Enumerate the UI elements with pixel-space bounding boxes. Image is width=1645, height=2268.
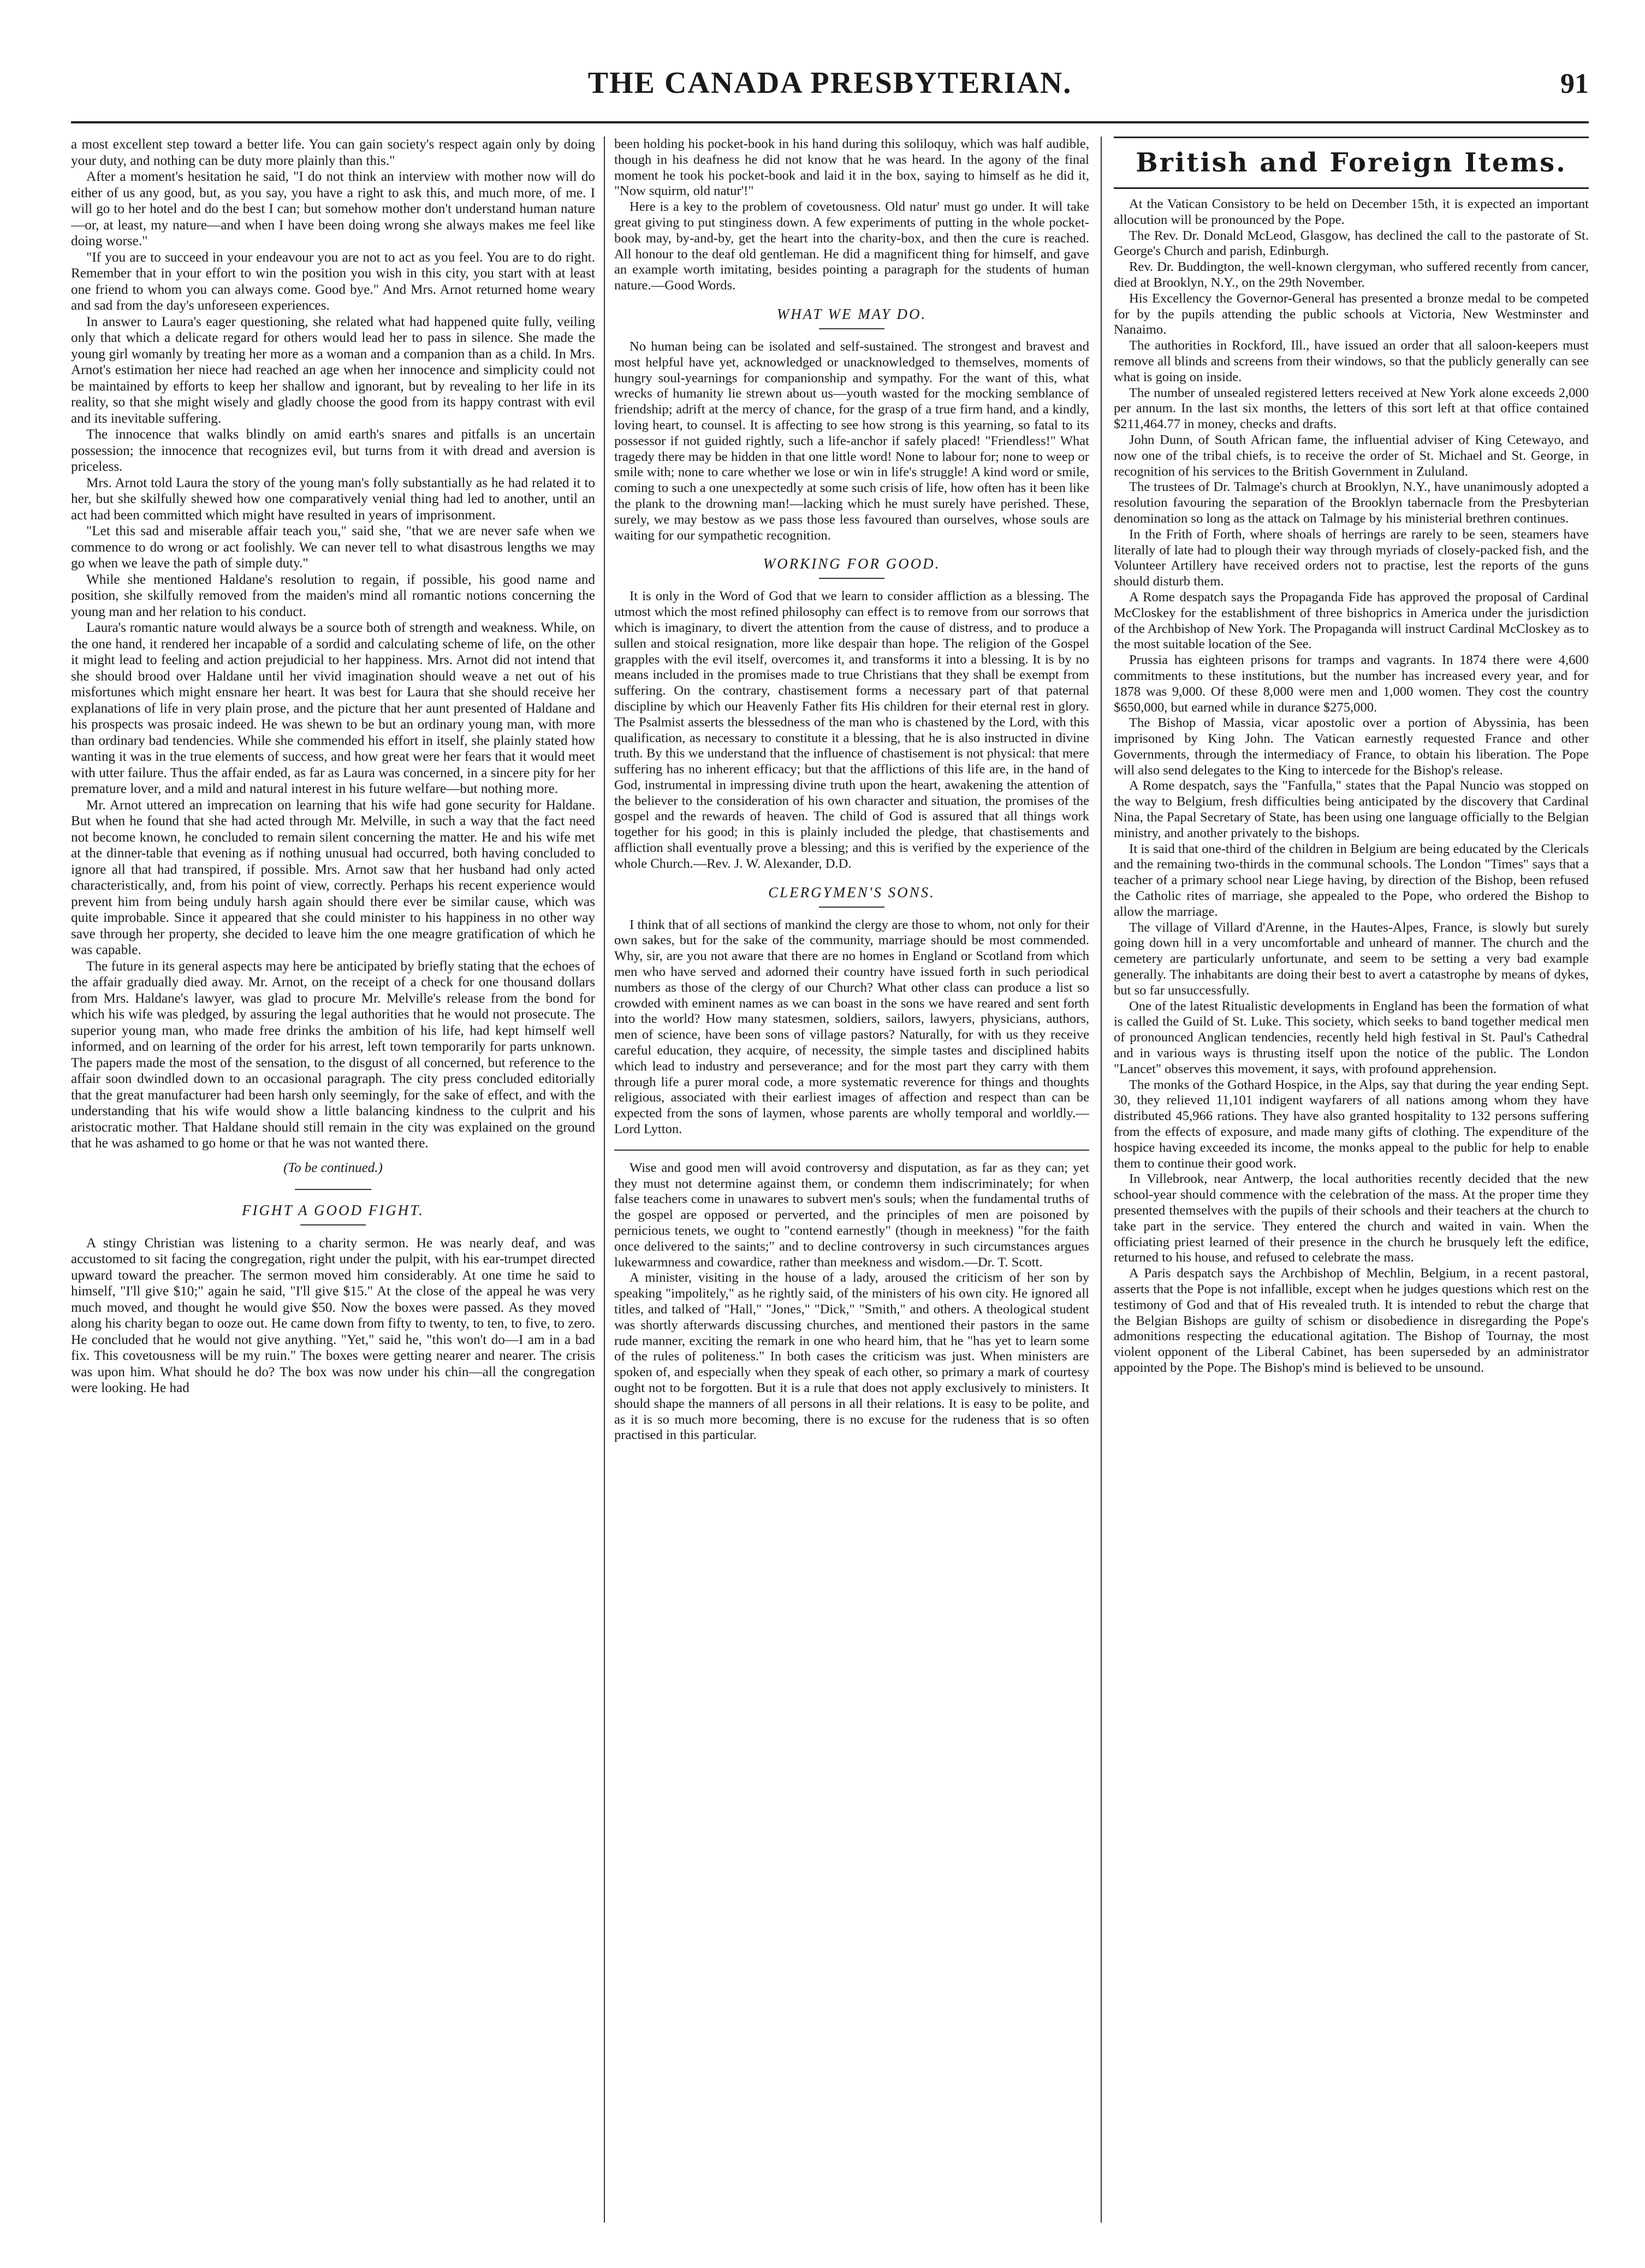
news-item: The monks of the Gothard Hospice, in the Alps, say that during the year ending Sept. 30, they relieved 11,101 indigent wayfarers of all nations among whom they have distributed 45,966 rations. They have also granted hospitality to 132 persons suffering from the effects of exposure, and made many gifts of clothing. The expenditure of the hospice having exceeded its income, the monks appeal to the public for help to enable them to continue their good work. [1114,1077,1589,1171]
news-item: Rev. Dr. Buddington, the well-known clergyman, who suffered recently from cancer, died at Brooklyn, N.Y., on the 29th November. [1114,259,1589,290]
story-paragraph: a most excellent step toward a better life. You can gain society's respect again only by doing your duty, and nothing can be duty more plainly than this." [71,137,595,168]
news-item: In the Frith of Forth, where shoals of herrings are rarely to be seen, steamers have literally of late had to plough their way through myriads of closely-packed fish, and the Volunteer Artillery have received orders not to practise, lest the reports of the guns should disturb them. [1114,526,1589,589]
story-paragraph: Mr. Arnot uttered an imprecation on learning that his wife had gone security for Haldane. But when he found that she had acted through Mr. Melville, in such a way that the fact need not become known, he concluded to remain silent concerning the matter. He and his wife met at the dinner-table that evening as if nothing unusual had occurred, both having concluded to ignore all that had transpired, if possible. Mrs. Arnot saw that her husband had only acted characteristically, and, from his point of view, correctly. Perhaps his recent experience would prevent him from being unduly harsh again should there ever be similar cause, which was quite improbable. Since it appeared that she could minister to his happiness in no other way save through her property, she decided to leave him the one meagre gratification of which he was capable. [71,797,595,957]
story-paragraph: The innocence that walks blindly on amid earth's snares and pitfalls is an uncertain possession; the innocence that recognizes evil, but turns from it with dread and aversion is priceless. [71,427,595,474]
story-paragraph: While she mentioned Haldane's resolution to regain, if possible, his good name and position, she skilfully removed from the maiden's mind all romantic notions concerning the young man and her relation to his conduct. [71,572,595,619]
newspaper-title: THE CANADA PRESBYTERIAN. [587,66,1072,100]
news-item: It is said that one-third of the children in Belgium are being educated by the Clericals and the remaining two-thirds in the communal schools. The London "Times" says that a teacher of a primary school near Liege having, by direction of the Bishop, been refused the Catholic rites of marriage, she appealed to the Pope, who ordered the Bishop to allow the marriage. [1114,841,1589,919]
story-paragraph: Laura's romantic nature would always be a source both of strength and weakness. While, on the one hand, it rendered her incapable of a sordid and calculating scheme of life, on the other it might lead to feeling and action prejudicial to her happiness. Mrs. Arnot did not intend that she should brood over Haldane until her vivid imagination should weave a net out of his misfortunes which might ensnare her heart. It was best for Laura that she should receive her explanations of life in very plain prose, and the picture that her aunt presented of Haldane and his prospects was prosaic indeed. He was shewn to be but an ordinary young man, with more than ordinary bad tendencies. While she commended his effort in itself, she plainly stated how wanting it was in the true elements of success, and how great were her fears that it would meet with utter failure. Thus the affair ended, as far as Laura was concerned, in a sincere pity for her premature lover, and a mild and natural interest in his future welfare—but nothing more. [71,620,595,796]
article-paragraph: Here is a key to the problem of covetousness. Old natur' must go under. It will take great giving to put stinginess down. A few experiments of putting in the whole pocket-book may, by-and-by, get the heart into the charity-box, and then the cure is reached. All honour to the deaf old gentleman. He did a magnificent thing for himself, and gave an example worth imitating, besides pointing a paragraph for the students of human nature.—Good Words. [614,199,1089,293]
section-banner-title: British and Foreign Items. [1136,147,1567,178]
story-paragraph: Mrs. Arnot told Laura the story of the young man's folly substantially as he had related it to her, but she skilfully shewed how one comparatively venial thing had led to another, until an act had been committed which might have resulted in years of imprisonment. [71,475,595,523]
news-item: At the Vatican Consistory to be held on December 15th, it is expected an important allocution will be pronounced by the Pope. [1114,197,1589,227]
news-item: A Rome despatch, says the "Fanfulla," states that the Papal Nuncio was stopped on the way to Belgium, fresh difficulties being anticipated by the discovery that Cardinal Nina, the Papal Secretary of State, has been using one language officially to the Belgian ministry, and another privately to the bishops. [1114,778,1589,840]
column-divider-2 [1101,137,1102,2223]
news-item: John Dunn, of South African fame, the influential adviser of King Cetewayo, and now one of the tribal chiefs, is to receive the order of St. Michael and St. George, in recognition of his services to the British Government in Zululand. [1114,432,1589,479]
news-item: A Rome despatch says the Propaganda Fide has approved the proposal of Cardinal McCloskey for the establishment of three bishoprics in America under the jurisdiction of the Archbishop of New York. The Propaganda will instruct Cardinal McCloskey as to the most suitable location of the See. [1114,589,1589,652]
article-paragraph: A minister, visiting in the house of a lady, aroused the criticism of her son by speaking "impolitely," as he rightly said, of the ministers of his own city. He ignored all titles, and talked of "Hall," "Jones," "Dick," "Smith," and others. A theological student was shortly afterwards discussing churches, and mentioned their pastors in the same rude manner, exciting the remark in one who heard him, that he "has yet to learn some of the rules of politeness." In both cases the criticism was just. When ministers are spoken of, and especially when they speak of each other, so primary a mark of courtesy ought not to be forgotten. But it is a rule that does not apply exclusively to ministers. It should shape the manners of all persons in all their relations. It is easy to be polite, and as it is so much more becoming, there is no excuse for the rudeness that is so often practised in this particular. [614,1270,1089,1443]
article-paragraph: been holding his pocket-book in his hand during this soliloquy, which was half audible, though in his deafness he did not know that he was heard. In the agony of the final moment he took his pocket-book and laid it in the box, saying to himself as he did it, "Now squirm, old natur'!" [614,137,1089,199]
article-heading-clergymens-sons: CLERGYMEN'S SONS. [614,884,1089,908]
story-paragraph: "If you are to succeed in your endeavour you are not to act as you feel. You are to do right. Remember that in your effort to win the position you wish in this city, you start with at least one friend to whom you can always come. Good bye." And Mrs. Arnot returned home weary and sad from the day's unforeseen experiences. [71,250,595,313]
masthead-rule [71,121,1589,123]
news-item: A Paris despatch says the Archbishop of Mechlin, Belgium, in a recent pastoral, asserts that the Pope is not infallible, except when he judges questions which rest on the testimony of God and that of His revealed truth. It is intended to rebut the charge that the Belgian Bishops are guilty of schism or disobedience in disregarding the Pope's admonitions respecting the educational agitation. The Bishop of Tournay, the most violent opponent of the Liberal Cabinet, has been superseded by an administrator appointed by the Pope. The Bishop's mind is believed to be unsound. [1114,1266,1589,1375]
news-item: The Bishop of Massia, vicar apostolic over a portion of Abyssinia, has been imprisoned by King John. The Vatican earnestly requested France and other Governments, through the intermediacy of France, to obtain his liberation. The Pope will also send delegates to the King to intercede for the Bishop's release. [1114,715,1589,778]
column-1 [71,137,595,2223]
column-3 [1114,137,1589,2223]
story-paragraph: "Let this sad and miserable affair teach you," said she, "that we are never safe when we commence to do wrong or act foolishly. We can never tell to what disastrous lengths we may go when we leave the path of simple duty." [71,524,595,571]
article-paragraph: It is only in the Word of God that we learn to consider affliction as a blessing. The utmost which the most refined philosophy can effect is to remove from our sorrows that which is imaginary, to divert the attention from the cause of distress, and to produce a sullen and stoical resignation, more like despair than hope. The religion of the Gospel grapples with the evil itself, overcomes it, and transforms it into a blessing. It is by no means included in the promises made to true Christians that they shall be exempt from suffering. On the contrary, chastisement forms a necessary part of that paternal discipline by which our Heavenly Father fits His children for their eternal rest in glory. The Psalmist asserts the blessedness of the man who is chastened by the Lord, with this qualification, as necessary to constitute it a blessing, that he is also instructed in divine truth. By this we understand that the influence of chastisement is not physical: that mere suffering has no inherent efficacy; but that the afflictions of this life are, in the hand of God, instrumental in impressing divine truth upon the heart, awakening the attention of the believer to the consideration of his own character and situation, the promises of the gospel and the rewards of heaven. The child of God is assured that all things work together for his good; in this is plainly included the pledge, that chastisements and affliction shall eventually prove a blessing; and this is verified by the experience of the whole Church.—Rev. J. W. Alexander, D.D. [614,589,1089,871]
article-paragraph: A stingy Christian was listening to a charity sermon. He was nearly deaf, and was accustomed to sit facing the congregation, right under the pulpit, with his ear-trumpet directed upward toward the preacher. The sermon moved him considerably. At one time he said to himself, "I'll give $10;" again he said, "I'll give $15." At the close of the appeal he was very much moved, and thought he would give $50. Now the boxes were passed. As they moved along his charity began to ooze out. He came down from fifty to twenty, to ten, to five, to zero. He concluded that he would not give anything. "Yet," said he, "this won't do—I am in a bad fix. This covetousness will be my ruin." The boxes were getting nearer and nearer. The crisis was upon him. What should he do? The box was now under his chin—all the congregation were looking. He had [71,1235,595,1395]
news-item: The village of Villard d'Arenne, in the Hautes-Alpes, France, is slowly but surely going down hill in a very uncomfortable and unheard of manner. The church and the cemetery are particularly unfortunate, and seem to be setting a very bad example generally. The inhabitants are doing their best to avert a catastrophe by means of dykes, but so far unsuccessfully. [1114,920,1589,998]
to-be-continued: (To be continued.) [283,1160,383,1175]
news-item: His Excellency the Governor-General has presented a bronze medal to be competed for by the pupils attending the public schools at Victoria, New Westminster and Nanaimo. [1114,291,1589,337]
news-item: Prussia has eighteen prisons for tramps and vagrants. In 1874 there were 4,600 commitments to these institutions, but the number has increased every year, and for 1878 was 9,000. Of these 8,000 were men and 1,000 women. They cost the country $650,000, but earned while in durance $275,000. [1114,653,1589,715]
news-item: One of the latest Ritualistic developments in England has been the formation of what is called the Guild of St. Luke. This society, which seeks to band together medical men of pronounced Anglican tendencies, recently held high festival in St. Paul's Cathedral and in various ways is thrusting itself upon the notice of the public. The London "Lancet" observes this movement, it says, with profound apprehension. [1114,998,1589,1076]
story-paragraph: In answer to Laura's eager questioning, she related what had happened quite fully, veiling only that which a delicate regard for others would lead her to pass in silence. She made the young girl womanly by treating her more as a woman and a companion than as a child. In Mrs. Arnot's estimation her niece had reached an age when her innocence and simplicity could not be maintained by efforts to keep her shallow and ignorant, but by revealing to her life in its reality, so that she might wisely and gladly choose the good from its happy contrast with evil and its inevitable suffering. [71,314,595,426]
article-heading-fight: FIGHT A GOOD FIGHT. [71,1202,595,1225]
article-paragraph: I think that of all sections of mankind the clergy are those to whom, not only for their own sakes, but for the sake of the community, marriage should be most commended. Why, sir, are you not aware that there are no homes in England or Scotland from which men who have served and adorned their country have issued forth in such periodical numbers as those of the clergy of our Church? What other class can produce a list so crowded with eminent names as we can boast in the sons we have reared and sent forth into the world? How many statesmen, soldiers, sailors, lawyers, physicians, authors, men of science, have been sons of village pastors? Naturally, for with us they receive careful education, they acquire, of necessity, the simple tastes and disciplined habits which lead to industry and perseverance; and for the most part they carry with them through life a purer moral code, a more systematic reverence for things and thoughts religious, associated with their earliest images of affection and respect than can be expected from the sons of laymen, whose parents are wholly temporal and worldly.—Lord Lytton. [614,917,1089,1137]
column-divider-1 [604,137,605,2223]
story-paragraph: After a moment's hesitation he said, "I do not think an interview with mother now will do either of us any good, but, as you say, you have a right to ask this, and much more, of me. I will go to her hotel and do the best I can; but somehow mother don't understand human nature—or, at least, my nature—and when I have been doing wrong she always makes me feel like doing worse." [71,169,595,248]
article-heading-may-do: WHAT WE MAY DO. [614,306,1089,329]
section-banner [1114,137,1589,189]
news-item: In Villebrook, near Antwerp, the local authorities recently decided that the new school-year should commence with the celebration of the mass. At the proper time they presented themselves with the pupils of their schools and their teachers at the church to take part in the service. They entered the church and waited in vain. When the officiating priest learned of their presence in the church he brusquely left the edifice, returned to his house, and refused to celebrate the mass. [1114,1171,1589,1265]
news-item: The number of unsealed registered letters received at New York alone exceeds 2,000 per annum. In the last six months, the letters of this sort left at that office contained $211,464.77 in money, checks and drafts. [1114,385,1589,432]
story-paragraph: The future in its general aspects may here be anticipated by briefly stating that the echoes of the affair gradually died away. Mr. Arnot, on the receipt of a check for one thousand dollars from Mrs. Haldane's lawyer, was glad to procure Mr. Melville's release from the bond for which his wife was pledged, by assuring the legal authorities that he would not prosecute. The superior young man, who made free drinks the ambition of his life, had kept himself well informed, and on learning of the order for his arrest, left town temporarily for parts unknown. The papers made the most of the sensation, to the disgust of all concerned, but reference to the affair soon dwindled down to an occasional paragraph. The city press concluded editorially that the great manufacturer had been harsh only seemingly, for the sake of effect, and with the understanding that his wife would show a little balancing kindness to the culprit and his aristocratic mother. That Haldane should still remain in the city was explained on the ground that he was ashamed to go home or that he was not wanted there. [71,958,595,1151]
article-paragraph: Wise and good men will avoid controversy and disputation, as far as they can; yet they must not determine against them, or condemn them indiscriminately; for when false teachers come in unawares to subvert men's souls; when the fundamental truths of the gospel are opposed or perverted, and the principles of men are poisoned by pernicious tenets, we ought to "contend earnestly" (though in meekness) "for the faith once delivered to the saints;" and to decline controversy in such circumstances argues lukewarmness and cowardice, rather than meekness and wisdom.—Dr. T. Scott. [614,1160,1089,1270]
masthead [71,66,1589,115]
news-item: The Rev. Dr. Donald McLeod, Glasgow, has declined the call to the pastorate of St. George's Church and parish, Edinburgh. [1114,228,1589,259]
article-heading-working-for-good: WORKING FOR GOOD. [614,555,1089,579]
column-2 [614,137,1089,2223]
page-number: 91 [1560,68,1589,99]
section-rule [614,1150,1089,1151]
news-item: The authorities in Rockford, Ill., have issued an order that all saloon-keepers must remove all blinds and screens from their windows, so that the publicly generally can see what is going on inside. [1114,338,1589,384]
section-rule [295,1189,371,1190]
news-item: The trustees of Dr. Talmage's church at Brooklyn, N.Y., have unanimously adopted a resolution favouring the separation of the Brooklyn tabernacle from the Presbyterian denomination so long as the attack on Talmage by his ministerial brethren continues. [1114,479,1589,526]
article-paragraph: No human being can be isolated and self-sustained. The strongest and bravest and most helpful have yet, acknowledged or unacknowledged to themselves, moments of hungry soul-yearnings for companionship and sympathy. For the want of this, what wrecks of humanity lie strewn about us—youth wasted for the mocking semblance of friendship; adrift at the mercy of chance, for the grasp of a true firm hand, and a kindly, loving heart, to counsel. It is affecting to see how strong is this yearning, so fatal to its possessor if not guided rightly, such a life-anchor if safely placed! "Friendless!" What tragedy there may be hidden in that one little word! None to labour for; none to weep or smile with; none to care whether we lose or win in life's struggle! A kind word or smile, coming to such a one unexpectedly at some such crisis of life, how often has it been like the plank to the drowning man!—lacking which he must surely have perished. These, surely, we may bestow as we pass those less favoured than ourselves, whose souls are waiting for our sympathetic recognition. [614,339,1089,543]
